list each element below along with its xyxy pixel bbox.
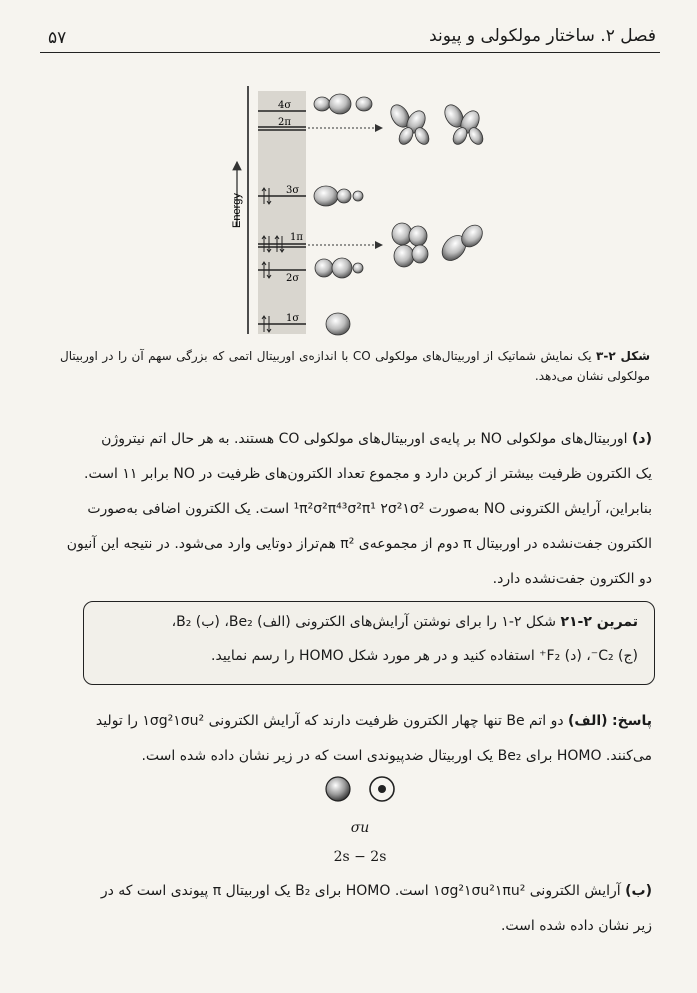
- part-b-paragraph: [60, 874, 652, 944]
- energy-axis-label: Energy: [231, 193, 243, 228]
- exercise-box: [83, 601, 655, 685]
- answer-line-2: می‌کنند. HOMO برای Be₂ یک اوربیتال ضدپیوندی است که در زیر نشان داده شده است.: [141, 748, 652, 764]
- level-2pi: 2π: [278, 117, 291, 128]
- level-1sigma: 1σ: [286, 313, 300, 324]
- answer-part-b-label: (ب): [625, 883, 652, 899]
- page-header: [40, 22, 660, 53]
- sigma-u-label: σu: [350, 820, 370, 836]
- part-d-line-2: یک الکترون ظرفیت بیشتر از کربن دارد و مجموع تعداد الکترون‌های ظرفیت در NO برابر ۱۱ است.: [84, 466, 652, 482]
- answer-paragraph: [60, 704, 652, 774]
- caption-label: شکل ۲-۳: [596, 349, 651, 363]
- exercise-line-2: (ج) C₂⁻، (د) F₂⁺ استفاده کنید و در هر مورد شکل HOMO را رسم نمایید.: [211, 648, 638, 664]
- answer-line-1: دو اتم Be تنها چهار الکترون ظرفیت دارند که آرایش الکترونی ۱σg²۱σu² را تولید: [95, 713, 564, 729]
- level-1pi: 1π: [290, 232, 303, 243]
- part-d-line-1: اوربیتال‌های مولکولی NO بر پایه‌ی اوربیتال‌های مولکولی CO هستند. به هر حال اتم نیتروژن: [101, 431, 628, 447]
- answer-line-4: زیر نشان داده شده است.: [500, 918, 652, 934]
- answer-part-a-label: (الف): [568, 713, 608, 729]
- part-d-line-3: بنابراین، آرایش الکترونی NO به‌صورت ¹π²σ²π⁴³σ²π¹ ۲σ²۱σ² است. یک الکترون اضافی به‌صورت: [87, 501, 652, 517]
- level-4sigma: 4σ: [278, 100, 292, 111]
- caption-text: یک نمایش شماتیک از اوربیتال‌های مولکولی CO با اندازه‌ی اوربیتال اتمی که بزرگی سهم آن را در اوربیتال مولکولی نشان می‌دهد.: [60, 349, 650, 383]
- part-d-line-4: الکترون جفت‌نشده در اوربیتال π دوم از مجموعه‌ی π² هم‌تراز دوتایی وارد می‌شود. در نتیجه این آنیون: [66, 536, 652, 552]
- part-d-paragraph: [60, 422, 652, 597]
- part-d-line-5: دو الکترون جفت‌نشده دارد.: [492, 571, 652, 587]
- part-d-label: (د): [632, 431, 652, 447]
- be2-homo-drawing: [320, 774, 400, 804]
- combination-label: 2s − 2s: [333, 849, 387, 865]
- exercise-line-1: شکل ۲-۱ را برای نوشتن آرایش‌های الکترونی (الف) Be₂، (ب) B₂،: [171, 614, 556, 630]
- co-mo-diagram: [222, 86, 522, 336]
- page-number: ۵۷: [48, 28, 67, 48]
- answer-label: پاسخ:: [612, 713, 652, 729]
- figure-caption: [60, 346, 650, 386]
- exercise-title: تمرین ۲-۲۱: [560, 614, 638, 630]
- level-2sigma: 2σ: [286, 273, 300, 284]
- answer-line-3: آرایش الکترونی ۱σg²۱σu²۱πu² است. HOMO برای B₂ یک اوربیتال π پیوندی است که در: [100, 883, 621, 899]
- chapter-title: فصل ۲. ساختار مولکولی و پیوند: [429, 26, 656, 46]
- level-3sigma: 3σ: [286, 185, 300, 196]
